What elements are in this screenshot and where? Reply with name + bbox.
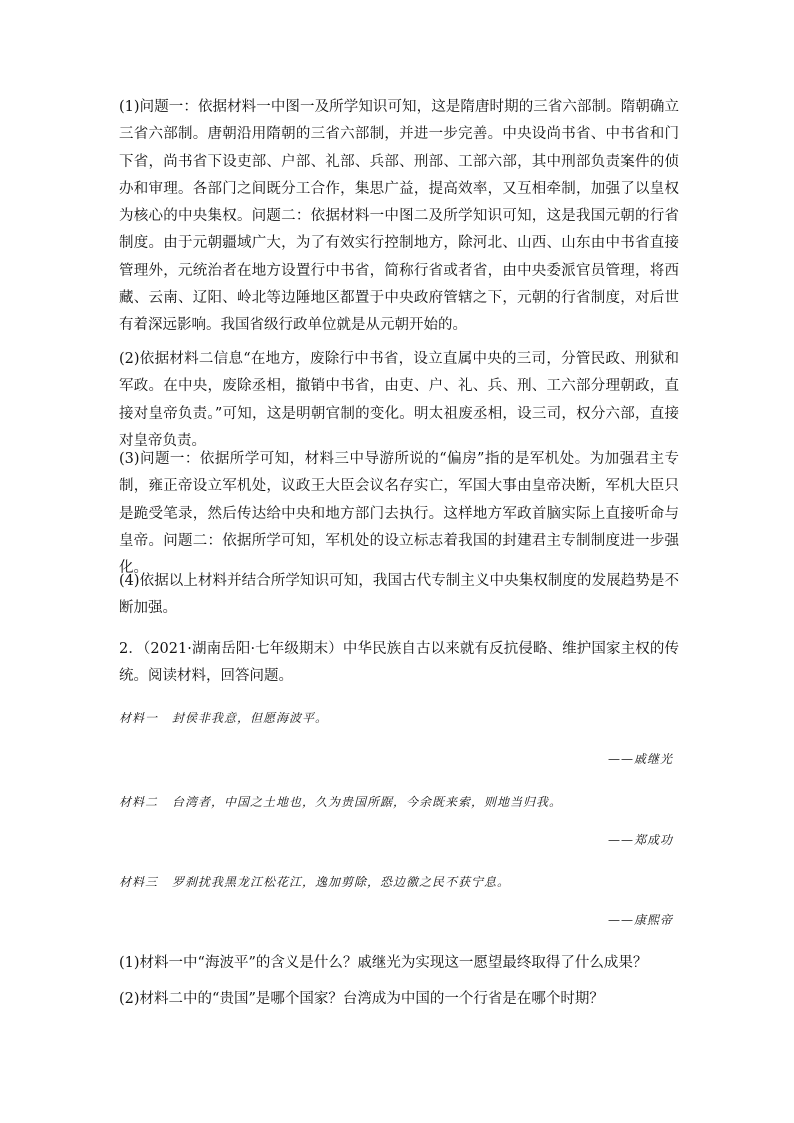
material-1-source: ——戚继光 (607, 752, 673, 766)
material-label: 材料三 (119, 875, 159, 889)
answer-2: (2)依据材料二信息“在地方，废除行中书省，设立直属中央的三司，分管民政、刑狱和军政。在中央，废除丞相，撤销中书省，由吏、户、礼、兵、刑、工六部分理朝政，直接对皇帝负责。”可知，这是明朝官制的变化。明太祖废丞相，设三司，权分六部，直接对皇帝负责。 (119, 351, 679, 449)
material-text: 封侯非我意，但愿海波平。 (172, 711, 329, 725)
material-3 (119, 873, 510, 890)
sub-question-2: (2)材料二中的“贵国”是哪个国家？台湾成为中国的一个行省是在哪个时期？ (119, 991, 604, 1007)
material-2-source: ——郑成功 (607, 833, 673, 847)
material-2 (119, 793, 562, 810)
answer-1: (1)问题一：依据材料一中图一及所学知识可知，这是隋唐时期的三省六部制。隋朝确立三省六部制。唐朝沿用隋朝的三省六部制，并进一步完善。中央设尚书省、中书省和门下省，尚书省下设吏部、户部、礼部、兵部、刑部、工部六部，其中刑部负责案件的侦办和审理。各部门之间既分工合作，集思广益，提高效率，又互相牵制，加强了以皇权为核心的中央集权。问题二：依据材料一中图二及所学知识可知，这是我国元朝的行省制度。由于元朝疆域广大，为了有效实行控制地方，除河北、山西、山东由中书省直接管理外，元统治者在地方设置行中书省，简称行省或者省，由中央委派官员管理，将西藏、云南、辽阳、岭北等边陲地区都置于中央政府管辖之下，元朝的行省制度，对后世有着深远影响。我国省级行政单位就是从元朝开始的。 (119, 99, 679, 334)
material-label: 材料一 (119, 711, 159, 725)
question-2-intro: 2．（2021·湖南岳阳·七年级期末）中华民族自古以来就有反抗侵略、维护国家主权的传统。阅读材料，回答问题。 (119, 641, 679, 685)
material-text: 罗刹扰我黑龙江松花江，逸加剪除，恐边徼之民不获宁息。 (172, 875, 511, 889)
answer-4: (4)依据以上材料并结合所学知识可知，我国古代专制主义中央集权制度的发展趋势是不断加强。 (119, 573, 679, 617)
material-1 (119, 709, 328, 726)
material-3-source: ——康熙帝 (607, 913, 673, 927)
answer-3: (3)问题一：依据所学可知，材料三中导游所说的“偏房”指的是军机处。为加强君主专制，雍正帝设立军机处，议政王大臣会议名存实亡，军国大事由皇帝决断，军机大臣只是跪受笔录，然后传达给中央和地方部门去执行。这样地方军政首脑实际上直接听命与皇帝。问题二：依据所学可知，军机处的设立标志着我国的封建君主专制制度进一步强化。 (119, 451, 679, 577)
sub-question-1: (1)材料一中“海波平”的含义是什么？戚继光为实现这一愿望最终取得了什么成果？ (119, 955, 648, 971)
material-text: 台湾者，中国之土地也，久为贵国所踞，今余既来索，则地当归我。 (172, 795, 563, 809)
material-label: 材料二 (119, 795, 159, 809)
